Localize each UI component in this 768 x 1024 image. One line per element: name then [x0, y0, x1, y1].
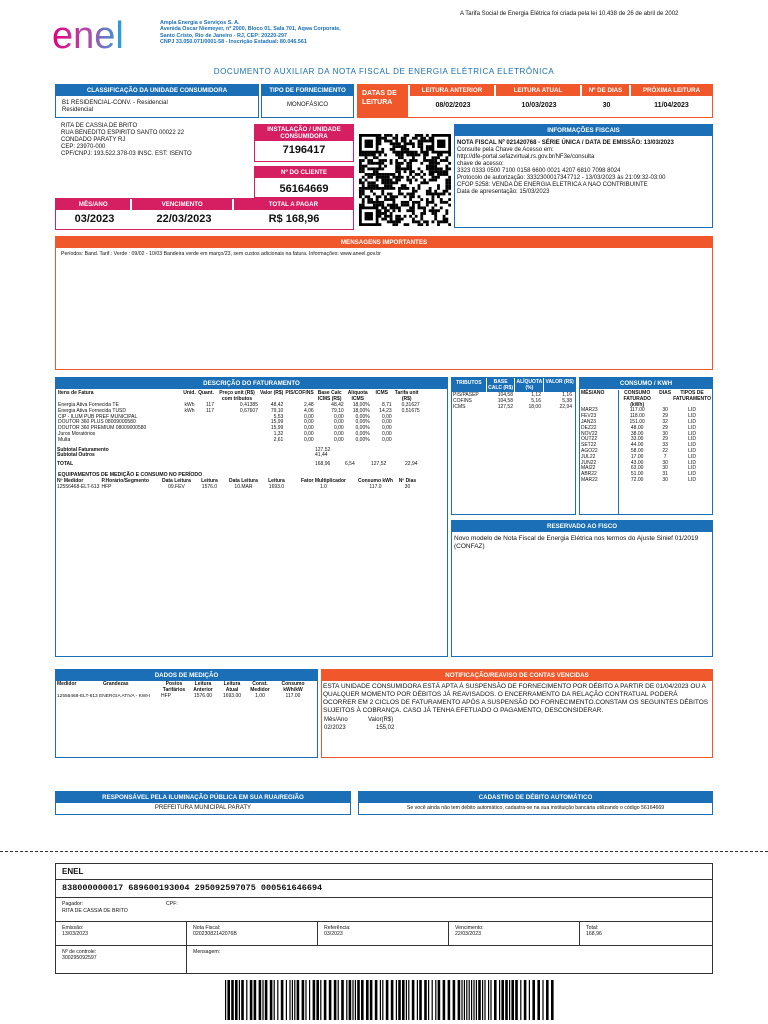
medicao-cell: 12556468-ELT-613 ENERGIA ATIVA - KWH [57, 693, 150, 699]
num-cliente-header: Nº DO CLIENTE [255, 167, 353, 178]
consumo-row-cell: 30 [662, 407, 668, 414]
medicao-cell: 117.00 [285, 692, 301, 699]
stub-fields-row [56, 922, 712, 946]
pagamento-box [55, 198, 354, 230]
faturamento-row-cell: Energia Ativa Fornecida TUSD [58, 407, 126, 414]
faturamento-row-cell: 48,42 [331, 402, 344, 408]
col-header: Itens de Fatura [58, 390, 94, 396]
subtotal-label: Subtotal Outros [57, 452, 95, 459]
equip-cell: 1.0 [319, 483, 327, 490]
medicao-cell: 1693.00 [222, 692, 242, 699]
document-title: DOCUMENTO AUXILIAR DA NOTA FISCAL DE ENERGIA ELÉTRICA ELETRÔNICA [213, 67, 555, 76]
consumo-row-cell: 51.00 [630, 471, 644, 478]
faturamento-row-cell: 0,00 [303, 413, 314, 420]
faturamento-row-cell: 0,00 [333, 430, 344, 437]
stub-pagador: RITA DE CASSIA DE BRITO [62, 908, 128, 914]
equip-cell: 1693.0 [268, 483, 285, 490]
cliente-line: RUA BENEDITO ESPIRITO SANTO 00022 22 [61, 130, 185, 136]
stub-controle: Nº de controle: 300295092597 [56, 946, 187, 973]
cliente-line: CONDADO PARATY RJ [61, 137, 126, 143]
faturamento-row-cell: 0,00 [333, 413, 344, 420]
tributos-table [452, 393, 573, 410]
stub-barcode-line[interactable]: 838000000017 689600193004 295092597075 000561646694 [56, 880, 712, 898]
equip-col: Nº Dias [398, 478, 417, 485]
faturamento-row-cell: 0,00 [381, 425, 392, 432]
consumo-row-cell: 29 [662, 436, 668, 443]
total-icms: 22,94 [405, 461, 418, 468]
consumo-row-cell: LID [688, 471, 696, 478]
equip-cell: 117.0 [369, 483, 382, 490]
reservado-text: Novo modelo de Nota Fiscal de Energia Elétrica nos termos do Ajuste Sinief 01/2019 (CONFAZ) [454, 535, 699, 550]
consumo-row-cell: 17.00 [630, 453, 644, 460]
consumo-row-cell: LID [688, 465, 696, 472]
chave-acesso: 3323 0333 0500 7100 0158 6600 0021 4207 6810 7098 8024 [457, 168, 621, 174]
consumo-row-cell: 31 [662, 471, 668, 478]
faturamento-row-cell: 0,31627 [401, 402, 420, 408]
consumo-header: CONSUMO / KWH [580, 378, 712, 389]
cliente-line: RITA DE CASSIA DE BRITO [61, 123, 138, 129]
tributos-row [452, 405, 573, 411]
faturamento-row-cell: 0,00 [381, 413, 392, 420]
consumo-row-cell: 33 [662, 442, 668, 449]
consumo-row-cell: DEZ22 [581, 424, 597, 431]
medicao-cell: 1.00 [255, 692, 265, 699]
faturamento-row [57, 438, 421, 444]
col-header: Valor (R$) [260, 390, 284, 396]
equip-cell: HFP [101, 483, 112, 490]
consumo-row-cell: JAN23 [581, 418, 597, 425]
tributos-row-cell: 1,16 [562, 392, 572, 398]
medicao-col: Const. Medidor [250, 681, 270, 693]
consumo-row-cell: LID [688, 442, 696, 449]
medicao-col: Postos Tarifários [162, 681, 186, 693]
equip-cell: 12556468-ELT-613 [57, 483, 100, 490]
vencimento-value: 22/03/2023 [156, 213, 212, 225]
faturamento-row-cell: kWh [184, 407, 195, 414]
tributos-row-cell: PIS/PASEP [453, 392, 479, 398]
tributos-row-cell: ICMS [453, 403, 466, 410]
faturamento-row-cell: 0,67607 [239, 407, 258, 414]
company-line: Avenida Oscar Niemeyer, nº 2000, Bloco 01, Sala 701, Aqwa Corporate, [160, 26, 341, 33]
faturamento-row-cell: 0,00% [355, 436, 370, 443]
subtotal-value: 41,44 [315, 452, 328, 459]
iluminacao-value: PREFEITURA MUNICIPAL PARATY [154, 805, 252, 811]
tributos-col-header: VALOR (R$) [544, 378, 575, 392]
consumo-row-cell: 30 [662, 459, 668, 466]
leitura-anterior-value: 08/02/2023 [435, 102, 471, 109]
stub-mensagem-label: Mensagem: [193, 949, 221, 955]
company-info [160, 20, 420, 45]
instalacao-header: INSTALAÇÃO / UNIDADE CONSUMIDORA [255, 125, 353, 141]
fiscal-url[interactable]: http://dfe-portal.sefazvirtual.rs.gov.br/NF3e/consulta [457, 154, 595, 160]
consumo-row-cell: JUL22 [581, 453, 596, 460]
consumo-row-cell: MAR22 [581, 476, 598, 483]
faturamento-row-cell: 0,41385 [239, 402, 258, 408]
col-header: Preço unit (R$) com tributos [219, 390, 255, 402]
faturamento-row-cell: 2,61 [273, 436, 284, 443]
mes-ano-value: 03/2023 [74, 213, 115, 225]
consumo-col: DIAS [659, 390, 672, 396]
faturamento-row-cell: Juros Moratórios [58, 430, 96, 437]
consumo-row-cell: 22 [662, 447, 668, 454]
stub-pagador-row [56, 898, 712, 922]
faturamento-row-cell: 0,00 [303, 430, 314, 437]
consumo-row-cell: 30 [662, 430, 668, 437]
faturamento-box [55, 377, 448, 657]
col-header: Tarifa unit (R$) [394, 390, 419, 402]
consumo-row-cell: FEV23 [581, 413, 597, 420]
company-line: CNPJ 33.050.071/0001-58 - Inscrição Estadual: 80.046.561 [160, 38, 307, 45]
faturamento-row-cell: 15,99 [270, 425, 284, 432]
consumo-divider [618, 390, 619, 514]
consumo-row-cell: LID [688, 453, 696, 460]
faturamento-row-cell: 0,00 [381, 436, 392, 443]
faturamento-row-cell: 0,00 [303, 419, 314, 426]
leitura-box [357, 84, 713, 118]
subtotal-value: 127,52 [315, 446, 331, 453]
tributos-row-cell: 5,16 [531, 397, 541, 404]
faturamento-row-cell: 18,00% [352, 407, 370, 414]
tributos-row-cell: 104,58 [497, 397, 513, 404]
faturamento-row-cell: Energia Ativa Fornecida TE [58, 402, 119, 408]
equip-cell: 1576.0 [201, 483, 218, 490]
faturamento-row-cell: 79,10 [331, 407, 344, 414]
fiscal-line: chave de acesso: [457, 161, 504, 167]
stub-cpf-label: CPF: [166, 901, 178, 907]
medicao-col: Consumo kWh/kW [281, 681, 305, 693]
notificacao-valor: 155,02 [376, 725, 395, 731]
consumo-row-cell: 29 [662, 424, 668, 431]
equip-col: Fator Multiplicador [300, 478, 346, 485]
iluminacao-header: RESPONSÁVEL PELA ILUMINAÇÃO PÚBLICA EM SUA RUA/REGIÃO [56, 792, 350, 803]
fiscal-line: Protocolo de autorização: 3332300017347712 - 13/03/2023 às 21:09:32-03:00 [457, 175, 666, 181]
tarifa-social-notice: A Tarifa Social de Energia Elétrica foi criada pela lei 10.438 de 26 de abril de 2002 [460, 11, 679, 17]
medicao-col: Leitura Atual [223, 681, 241, 693]
equip-col: Nº Medidor [57, 478, 84, 485]
faturamento-row-cell [182, 438, 197, 444]
faturamento-table [57, 391, 421, 444]
tributos-col-header: TRIBUTOS [452, 378, 486, 392]
faturamento-row-cell: 18,00% [352, 402, 370, 408]
faturamento-row-cell: CIP - ILUM PUB PREF MUNICIPAL [58, 413, 138, 420]
medicao-cell: HFP [161, 692, 171, 699]
faturamento-row-cell: 0,00 [333, 436, 344, 443]
faturamento-row-cell: 14,23 [379, 407, 392, 414]
medicao-col: Grandezas [103, 681, 129, 687]
consumo-row-cell: 29 [662, 413, 668, 420]
consumo-box [579, 377, 713, 515]
consumo-row-cell: 44.00 [630, 442, 644, 449]
stub-field: Total: 168,96 [586, 925, 602, 938]
fiscal-line: Consulte pela Chave de Acesso em: [457, 147, 554, 153]
consumo-table [580, 391, 712, 484]
consumo-row-cell: LID [688, 413, 696, 420]
faturamento-row-cell: DOUTOR 360 PREMIUM 08009000580 [58, 425, 147, 432]
stub-field: Vencimento: 22/03/2023 [449, 922, 580, 945]
debito-text: Se você ainda não tem débito automático, cadastra-se na sua instituição bancária utilizando o código 56164669 [406, 805, 665, 811]
payment-stub [55, 863, 713, 974]
faturamento-row-cell: Multa [58, 436, 71, 443]
stub-field: Emissão: 13/03/2023 [56, 922, 187, 945]
vencimento-header: VENCIMENTO [132, 199, 231, 210]
faturamento-row-cell: 2,48 [303, 402, 314, 408]
faturamento-row-cell: 117 [206, 407, 214, 414]
consumo-row-cell: 7 [663, 453, 667, 460]
nota-fiscal-line: NOTA FISCAL Nº 021420768 - SÉRIE ÚNICA / DATA DE EMISSÃO: 13/03/2023 [457, 140, 674, 146]
consumo-row-cell: LID [688, 447, 696, 454]
faturamento-row-cell: 0,00 [381, 419, 392, 426]
col-header: PIS/COFINS [285, 390, 314, 396]
cliente-info [61, 123, 251, 158]
equipamentos-title: EQUIPAMENTOS DE MEDIÇÃO E CONSUMO NO PERÍODO [58, 471, 203, 478]
consumo-row-cell: 38.00 [630, 430, 644, 437]
consumo-row-cell: MAR23 [581, 407, 598, 414]
faturamento-row-cell: 0,00% [355, 425, 370, 432]
num-cliente-box [254, 166, 354, 198]
cliente-line: CEP: 23970-000 [61, 144, 106, 150]
total-label: TOTAL [57, 461, 74, 468]
tributos-row-cell: 18,00 [528, 403, 541, 410]
consumo-row-cell: LID [688, 430, 696, 437]
consumo-row-cell: LID [688, 436, 696, 443]
mes-ano-header: MÊS/ANO [56, 199, 130, 210]
tributos-col-header: ALÍQUOTA (%) [516, 379, 543, 391]
notificacao-box [321, 669, 713, 758]
medicao-box [55, 669, 318, 758]
subtotal-label: Subtotal Faturamento [57, 446, 109, 453]
faturamento-row-cell: 0,00 [303, 425, 314, 432]
medicao-cell: 1576.00 [193, 692, 213, 699]
col-header: ICMS [375, 390, 388, 396]
consumo-row-cell: 32 [662, 418, 668, 425]
equip-col: Data Leitura [229, 478, 258, 485]
classificacao-box [55, 84, 259, 118]
leitura-anterior-header: LEITURA ANTERIOR [410, 85, 494, 96]
total-base: 127,52 [371, 461, 387, 468]
consumo-row-cell: NOV22 [581, 430, 598, 437]
proxima-leitura-value: 11/04/2023 [654, 102, 689, 109]
consumo-row-cell: AGO22 [581, 447, 598, 454]
cliente-line: CPF/CNPJ: 193.522.378-03 INSC. EST: ISENTO [61, 151, 192, 157]
faturamento-row-cell: 79,10 [270, 407, 284, 414]
equip-col: Consumo kWh [357, 478, 393, 485]
consumo-row-cell: 30 [662, 465, 668, 472]
tributos-row-cell: 5,38 [562, 397, 572, 404]
consumo-row-cell: LID [688, 418, 696, 425]
consumo-row-cell: LID [688, 459, 696, 466]
equip-col: P.Horário/Segmento [101, 478, 149, 485]
leitura-atual-header: LEITURA ATUAL [496, 85, 580, 96]
svg-text:enel: enel [52, 16, 124, 56]
company-line: Ampla Energia e Serviços S. A. [160, 20, 240, 26]
tributos-row-cell: 22,94 [559, 403, 572, 410]
consumo-row-cell: 30 [662, 476, 668, 483]
total-pis: 6,54 [345, 461, 355, 468]
faturamento-row-cell: DOUTOR 360 PLUS 08009000580 [58, 419, 136, 426]
stub-company: ENEL [56, 864, 712, 880]
consumo-col: TIPOS DE FATURAMENTO [673, 390, 711, 402]
col-header: Alíquota ICMS [347, 390, 368, 402]
consumo-row-cell: 43.00 [630, 459, 644, 466]
faturamento-row-cell: 0,00% [355, 430, 370, 437]
enel-logo [52, 16, 147, 56]
consumo-row-cell: MAI22 [581, 465, 596, 472]
faturamento-row-cell: 4,06 [303, 407, 314, 414]
faturamento-row-cell: kWh [184, 402, 195, 408]
consumo-row [580, 478, 712, 484]
medicao-col: Leitura Anterior [193, 681, 213, 693]
faturamento-row-cell [215, 438, 259, 444]
consumo-row-cell: SET22 [581, 442, 597, 449]
faturamento-row-cell: 48,42 [270, 402, 284, 408]
faturamento-row-cell: 0,00 [333, 425, 344, 432]
faturamento-row-cell: 0,51675 [401, 407, 420, 414]
faturamento-row-cell: 1,32 [273, 430, 284, 437]
notificacao-text: ESTA UNIDADE CONSUMIDORA ESTÁ APTA À SUSPENSÃO DE FORNECIMENTO POR DÉBITO A PARTIR DE 01/04/2023 OU A QUALQUER MOMENTO POR DÉBITOS JÁ REAVISADOS. O ENCERRAMENTO DA RELAÇÃO CONTRATUAL PODERÁ OCORRER EM 2 CICLOS DE FATURAMENTO APÓS A SUSPENSÃO DO FORNECIMENTO.CONSTAM OS SEGUINTES DÉBITOS SUJEITOS À COBRANÇA. CASO JÁ TENHA EFETUADO O PAGAMENTO, DESCONSIDERAR. [323, 683, 709, 714]
debito-box [358, 791, 713, 815]
leitura-atual-value: 10/03/2023 [521, 102, 557, 109]
mensagens-text: Períodos: Band. Tarif.: Verde : 09/02 - 10/03 Bandeira verde em março/23, sem custos adicionais na fatura. Informações: www.aneel.gov.br [61, 251, 381, 257]
consumo-row-cell: 48.00 [630, 424, 644, 431]
faturamento-row-cell: 0,00 [303, 436, 314, 443]
notificacao-header: NOTIFICAÇÃO/REAVISO DE CONTAS VENCIDAS [322, 670, 712, 681]
consumo-row-cell: OUT22 [581, 436, 598, 443]
col-header: Quant. [198, 390, 214, 396]
consumo-row-cell: LID [688, 476, 696, 483]
num-dias-header: Nº DE DIAS [582, 85, 629, 96]
fornecimento-value: MONOFÁSICO [286, 102, 328, 108]
consumo-row-cell: LID [688, 424, 696, 431]
faturamento-row-cell: 0,00 [381, 430, 392, 437]
stub-field: Nota Fiscal: 02023082142076B [187, 922, 318, 945]
iluminacao-box [55, 791, 351, 815]
notificacao-col: Mês/Ano [324, 717, 348, 723]
faturamento-row-cell [197, 438, 215, 444]
consumo-row-cell: 58.00 [630, 447, 644, 454]
stub-pagador-label: Pagador: [62, 901, 84, 907]
debito-header: CADASTRO DE DÉBITO AUTOMÁTICO [359, 792, 712, 803]
faturamento-row-cell: 0,00% [355, 413, 370, 420]
consumo-col: MÊS/ANO [581, 390, 605, 396]
faturamento-row-cell: 0,00% [355, 419, 370, 426]
consumo-row-cell: 72.00 [630, 476, 644, 483]
total-pagar-value: R$ 168,96 [268, 213, 320, 225]
consumo-row-cell: LID [688, 407, 696, 414]
equip-cell: 30 [404, 483, 411, 490]
consumo-col: CONSUMO FATURADO (kWh) [623, 390, 651, 408]
consumo-row-cell: JUN22 [581, 459, 597, 466]
classificacao-header: CLASSIFICAÇÃO DA UNIDADE CONSUMIDORA [56, 85, 258, 96]
info-fiscais-header: INFORMAÇÕES FISCAIS [455, 125, 712, 136]
consumo-row-cell: 151.00 [629, 418, 645, 425]
equip-col: Data Leitura [162, 478, 191, 485]
tributos-row-cell: COFINS [453, 397, 472, 404]
consumo-row-cell: 33.00 [630, 436, 644, 443]
fornecimento-box [261, 84, 354, 118]
equip-col: Leitura [268, 478, 285, 485]
stub-field: Referência: 03/2023 [318, 922, 449, 945]
proxima-leitura-header: PRÓXIMA LEITURA [631, 85, 712, 96]
consumo-row-cell: 118.00 [629, 413, 645, 420]
total-pagar-header: TOTAL A PAGAR [234, 199, 353, 210]
mensagens-box [55, 236, 713, 370]
qr-code [359, 134, 451, 226]
tributos-row-cell: 127,52 [497, 403, 513, 410]
notificacao-mes: 02/2023 [324, 725, 346, 731]
consumo-row-cell: ABR22 [581, 471, 597, 478]
fornecimento-header: TIPO DE FORNECIMENTO [262, 85, 353, 96]
fiscal-line: CFOP 5258: VENDA DE ENERGIA ELETRICA A NAO CONTRIBUINTE [457, 182, 648, 188]
medicao-header: DADOS DE MEDIÇÃO [56, 670, 317, 681]
instalacao-box [254, 124, 354, 162]
reservado-box [451, 520, 713, 657]
faturamento-row-cell: 8,71 [381, 402, 392, 408]
payment-barcode [225, 980, 555, 1020]
num-dias-value: 30 [602, 102, 611, 109]
faturamento-row-cell: 15,99 [270, 419, 284, 426]
tributos-box [451, 377, 576, 515]
company-line: Santo Cristo, Rio de Janeiro - RJ, CEP: 20220-297 [160, 32, 288, 39]
faturamento-header: DESCRIÇÃO DO FATURAMENTO [56, 378, 447, 389]
info-fiscais-box [454, 124, 713, 228]
equip-col: Leitura [201, 478, 218, 485]
leitura-label: DATAS DE LEITURA [358, 85, 408, 117]
faturamento-row-cell: 5,53 [273, 413, 284, 420]
num-cliente-value: 56164669 [279, 183, 329, 195]
reservado-header: RESERVADO AO FISCO [452, 521, 712, 532]
equip-cell: 09.FEV [168, 483, 185, 490]
faturamento-row-cell: 0,00 [333, 419, 344, 426]
cut-line [0, 851, 768, 852]
medicao-col: Medidor [57, 681, 77, 687]
tributos-col-header: BASE CALC (R$) [488, 379, 514, 391]
consumo-row-cell: 117.00 [629, 407, 645, 414]
consumo-row-cell: 63.00 [630, 465, 644, 472]
equip-cell: 10.MAR [234, 483, 253, 490]
classificacao-value: B1 RESIDENCIAL-CONV. - Residencial Residencial [62, 100, 168, 113]
tributos-row-cell: 1,12 [531, 392, 541, 398]
tributos-row-cell: 104,58 [497, 392, 513, 398]
faturamento-row-cell: 117 [206, 402, 214, 408]
fiscal-line: Data de apresentação: 15/03/2023 [457, 189, 550, 195]
total-valor: 168,96 [315, 461, 331, 468]
instalacao-value: 7196417 [282, 144, 326, 156]
mensagens-header: MENSAGENS IMPORTANTES [56, 237, 712, 248]
col-header: Base Calc ICMS (R$) [317, 390, 342, 402]
col-header: Unid. [183, 390, 196, 396]
faturamento-row-cell [393, 438, 421, 444]
notificacao-col: Valor(R$) [368, 717, 394, 723]
